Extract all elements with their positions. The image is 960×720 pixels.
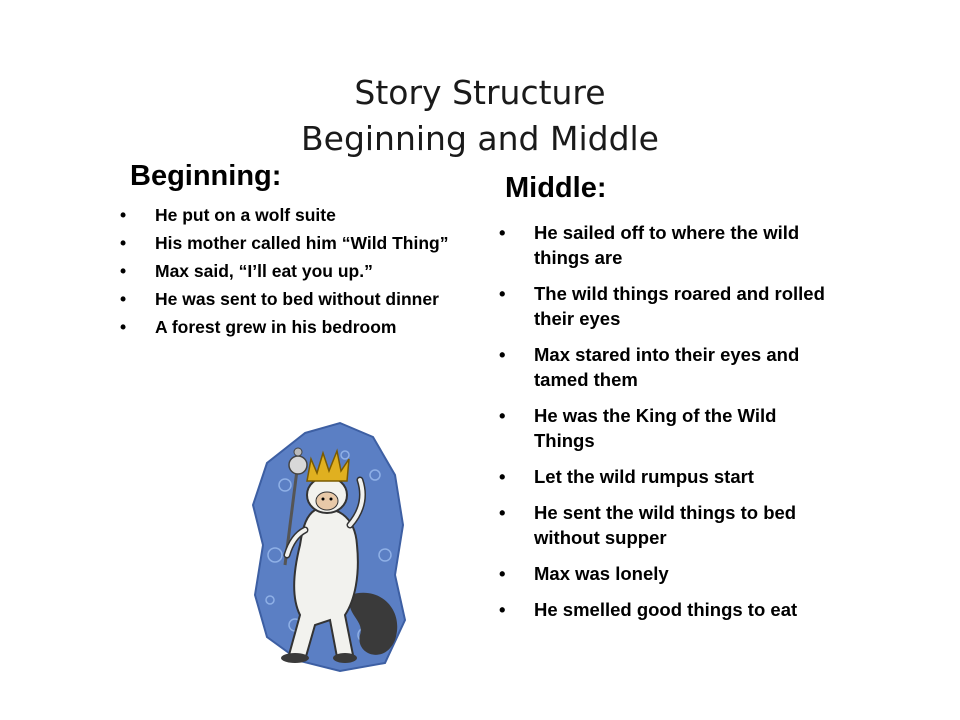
- list-item: • Let the wild rumpus start: [499, 466, 754, 487]
- bullet-icon: •: [120, 261, 127, 281]
- slide-title: [0, 70, 960, 162]
- bullet-icon: •: [499, 344, 506, 365]
- list-item: • He was sent to bed without dinner: [120, 289, 439, 309]
- left-foot: [281, 653, 309, 663]
- title-line-1: Story Structure: [354, 73, 606, 112]
- bullet-icon: •: [499, 502, 506, 523]
- list-item: • A forest grew in his bedroom: [120, 317, 397, 337]
- bullet-icon: •: [120, 205, 127, 225]
- list-item: • Max said, “I’ll eat you up.”: [120, 261, 373, 281]
- bullet-icon: •: [499, 466, 506, 487]
- list-item: • The wild things roared and rolled their eyes: [499, 283, 825, 329]
- list-item: • He sent the wild things to bed without supper: [499, 502, 797, 548]
- bullet-icon: •: [120, 233, 127, 253]
- right-foot: [333, 653, 357, 663]
- list-item: • Max was lonely: [499, 563, 669, 584]
- middle-heading: Middle:: [505, 172, 607, 204]
- middle-list: [499, 220, 839, 633]
- list-item: • Max stared into their eyes and tamed them: [499, 344, 800, 390]
- beginning-list: [120, 205, 455, 345]
- bullet-icon: •: [499, 222, 506, 243]
- list-item: • His mother called him “Wild Thing”: [120, 233, 449, 253]
- bullet-icon: •: [499, 563, 506, 584]
- bullet-icon: •: [499, 405, 506, 426]
- list-item: • He sailed off to where the wild things are: [499, 222, 800, 268]
- max-wild-thing-illustration: [245, 415, 415, 675]
- list-item: • He was the King of the Wild Things: [499, 405, 777, 451]
- beginning-heading: Beginning:: [130, 160, 282, 192]
- bullet-icon: •: [120, 317, 127, 337]
- title-line-2: Beginning and Middle: [301, 119, 659, 158]
- bullet-icon: •: [499, 283, 506, 304]
- list-item: • He smelled good things to eat: [499, 599, 798, 620]
- bullet-icon: •: [120, 289, 127, 309]
- bullet-icon: •: [499, 599, 506, 620]
- list-item: • He put on a wolf suite: [120, 205, 336, 225]
